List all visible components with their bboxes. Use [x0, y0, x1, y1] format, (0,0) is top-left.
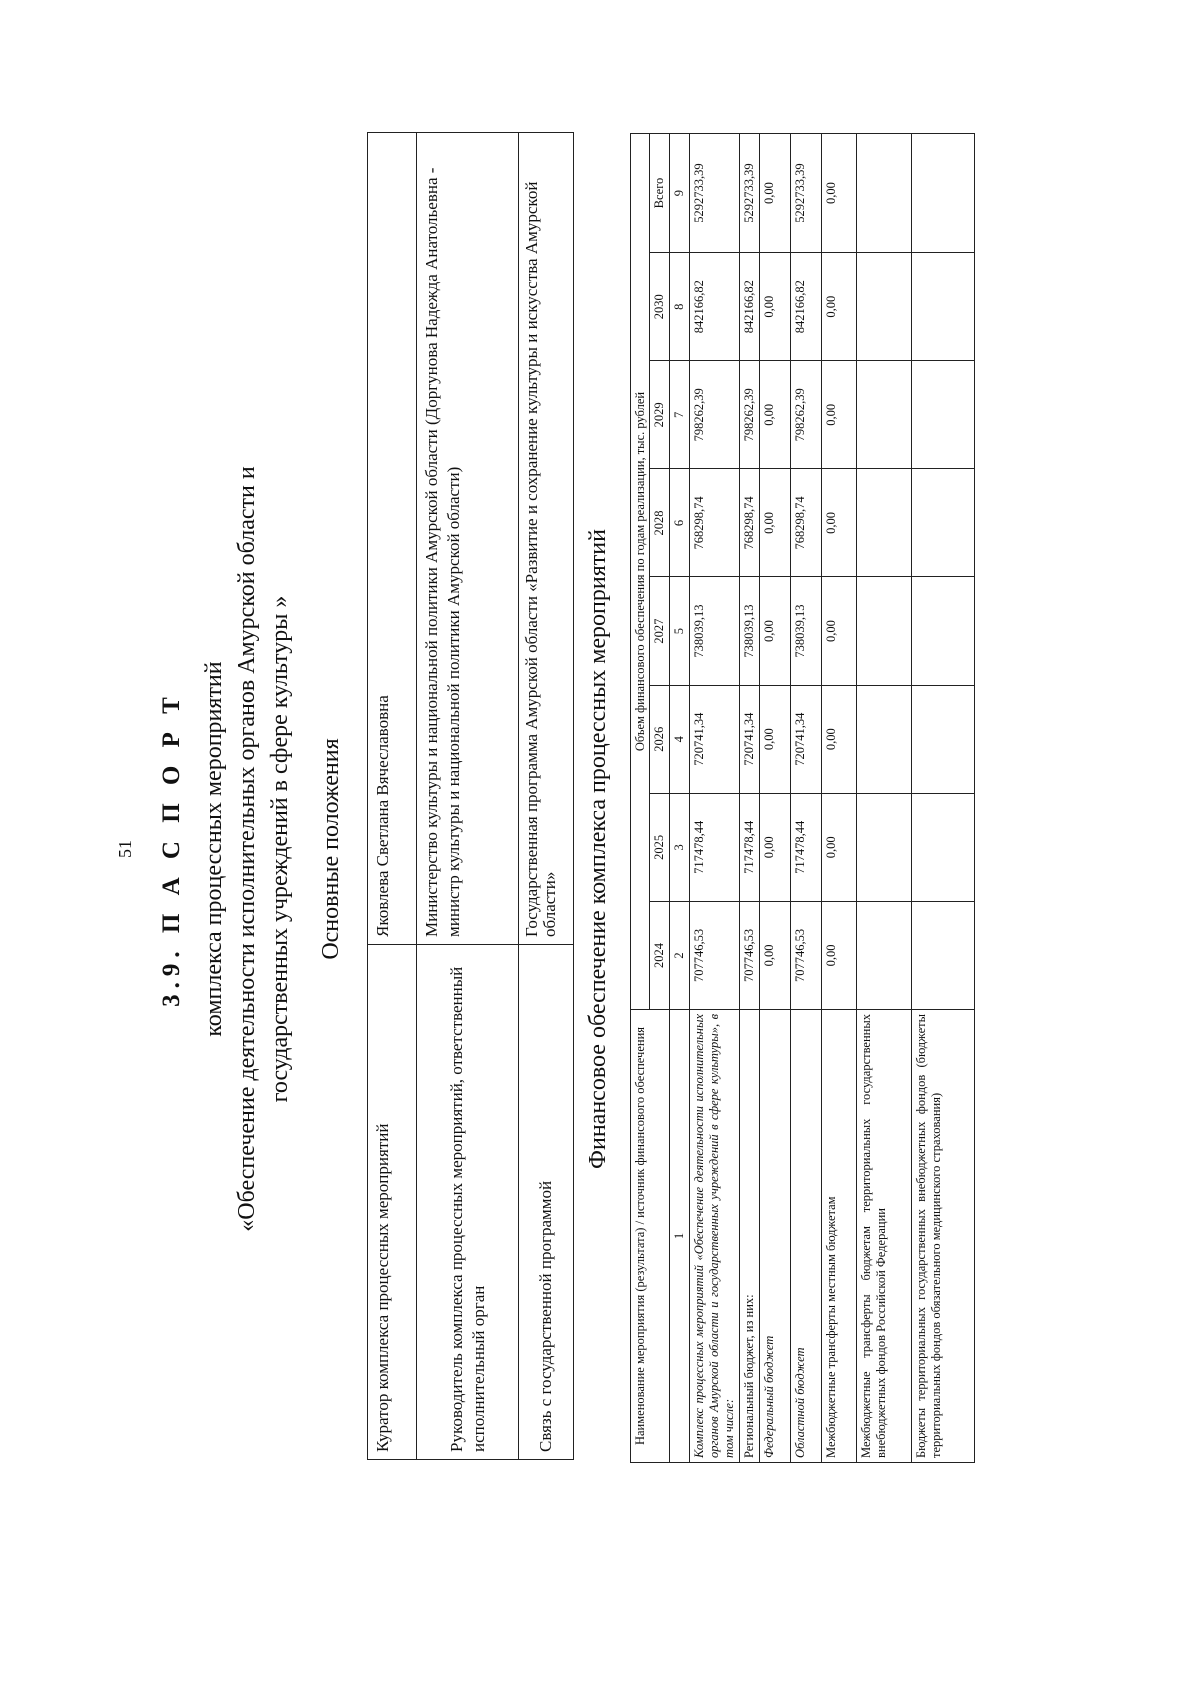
- cell-value: 0,00: [760, 469, 791, 577]
- section-heading-basic: Основные положения: [318, 738, 344, 960]
- row-name: Областной бюджет: [791, 1010, 822, 1463]
- cell-value: 0,00: [822, 901, 857, 1009]
- cell-value: [857, 253, 912, 361]
- cell-value: 842166,82: [740, 253, 760, 361]
- table-row: [791, 134, 822, 1463]
- cell-value: 0,00: [760, 901, 791, 1009]
- cell-value: [912, 793, 975, 901]
- row-name: Межбюджетные трансферты местным бюджетам: [822, 1010, 857, 1463]
- finance-table: [630, 133, 975, 1463]
- cell-value: 707746,53: [791, 901, 822, 1009]
- cell-value: 717478,44: [690, 793, 740, 901]
- head-label: Руководитель комплекса процессных мероприятий, ответственный исполнительный орган: [417, 945, 519, 1460]
- row-name: Межбюджетные трансферты бюджетам территориальных государственных внебюджетных фондов Российской Федерации: [857, 1010, 912, 1463]
- table-row: [822, 134, 857, 1463]
- table-row: [368, 133, 417, 1460]
- row-name: Региональный бюджет, из них:: [740, 1010, 760, 1463]
- cell-value: 842166,82: [791, 253, 822, 361]
- cell-value: [857, 793, 912, 901]
- cell-value: [857, 901, 912, 1009]
- cell-value: [857, 577, 912, 685]
- cell-value: 0,00: [760, 134, 791, 253]
- cell-value: [857, 469, 912, 577]
- column-number-row: [670, 134, 690, 1463]
- cell-value: [912, 134, 975, 253]
- year-header: 2025: [650, 793, 670, 901]
- cell-value: 738039,13: [740, 577, 760, 685]
- subtitle-line: комплекса процессных мероприятий: [201, 661, 227, 1037]
- curator-value: Яковлева Светлана Вячеславовна: [368, 133, 417, 945]
- cell-value: 738039,13: [690, 577, 740, 685]
- year-header: 2029: [650, 361, 670, 469]
- cell-value: 5292733,39: [690, 134, 740, 253]
- cell-value: [857, 685, 912, 793]
- row-name: Федеральный бюджет: [760, 1010, 791, 1463]
- column-number: 4: [670, 685, 690, 793]
- cell-value: 798262,39: [740, 361, 760, 469]
- cell-value: 842166,82: [690, 253, 740, 361]
- volume-column-header: Объем финансового обеспечения по годам реализации, тыс. рублей: [631, 134, 650, 1010]
- page-number: 51: [115, 840, 135, 858]
- column-number: 6: [670, 469, 690, 577]
- cell-value: 768298,74: [791, 469, 822, 577]
- cell-value: 0,00: [760, 577, 791, 685]
- cell-value: [912, 361, 975, 469]
- cell-value: 0,00: [822, 469, 857, 577]
- passport-title: 3.9. П А С П О Р Т: [158, 691, 185, 1007]
- cell-value: 720741,34: [791, 685, 822, 793]
- cell-value: 798262,39: [690, 361, 740, 469]
- total-header: Всего: [650, 134, 670, 253]
- cell-value: [912, 469, 975, 577]
- section-heading-finance: Финансовое обеспечение комплекса процессных мероприятий: [585, 529, 611, 1169]
- column-number: 5: [670, 577, 690, 685]
- table-row: [912, 134, 975, 1463]
- cell-value: 0,00: [760, 253, 791, 361]
- cell-value: 0,00: [760, 793, 791, 901]
- cell-value: 768298,74: [690, 469, 740, 577]
- passport-subtitle: [198, 0, 297, 1698]
- cell-value: 768298,74: [740, 469, 760, 577]
- cell-value: 0,00: [822, 685, 857, 793]
- cell-value: 0,00: [822, 253, 857, 361]
- column-number: 1: [670, 1010, 690, 1463]
- cell-value: 798262,39: [791, 361, 822, 469]
- subtitle-line: «Обеспечение деятельности исполнительных органов Амурской области и: [234, 466, 260, 1232]
- table-row: [857, 134, 912, 1463]
- cell-value: 707746,53: [740, 901, 760, 1009]
- cell-value: 0,00: [822, 361, 857, 469]
- year-header: 2026: [650, 685, 670, 793]
- row-name: Комплекс процессных мероприятий «Обеспечение деятельности исполнительных органов Амурской области и государственных учреждений в сфере культуры», в том числе:: [690, 1010, 740, 1463]
- curator-label: Куратор комплекса процессных мероприятий: [368, 945, 417, 1460]
- year-header: 2030: [650, 253, 670, 361]
- table-row: [690, 134, 740, 1463]
- column-number: 9: [670, 134, 690, 253]
- cell-value: 0,00: [760, 685, 791, 793]
- year-header: 2024: [650, 901, 670, 1009]
- column-number: 7: [670, 361, 690, 469]
- cell-value: 720741,34: [740, 685, 760, 793]
- cell-value: 707746,53: [690, 901, 740, 1009]
- cell-value: 0,00: [822, 134, 857, 253]
- cell-value: [912, 577, 975, 685]
- table-row: [417, 133, 519, 1460]
- cell-value: 720741,34: [690, 685, 740, 793]
- row-name: Бюджеты территориальных государственных внебюджетных фондов (бюджеты территориальных фондов обязательного медицинского страхования): [912, 1010, 975, 1463]
- program-link-value: Государственная программа Амурской области «Развитие и сохранение культуры и искусства Амурской области»: [519, 133, 574, 945]
- table-row: [760, 134, 791, 1463]
- column-number: 3: [670, 793, 690, 901]
- year-header: 2028: [650, 469, 670, 577]
- cell-value: 717478,44: [740, 793, 760, 901]
- cell-value: [912, 685, 975, 793]
- head-value: Министерство культуры и национальной политики Амурской области (Доргунова Надежда Анатольевна - министр культуры и национальной политики Амурской области): [417, 133, 519, 945]
- column-number: 2: [670, 901, 690, 1009]
- table-row: [519, 133, 574, 1460]
- cell-value: 738039,13: [791, 577, 822, 685]
- cell-value: [912, 901, 975, 1009]
- cell-value: 0,00: [822, 793, 857, 901]
- cell-value: [857, 134, 912, 253]
- subtitle-line: государственных учреждений в сфере культуры »: [267, 595, 293, 1103]
- cell-value: 0,00: [822, 577, 857, 685]
- column-number: 8: [670, 253, 690, 361]
- cell-value: [912, 253, 975, 361]
- cell-value: [857, 361, 912, 469]
- table-row: [740, 134, 760, 1463]
- basic-info-table: [367, 132, 574, 1460]
- cell-value: 5292733,39: [791, 134, 822, 253]
- name-column-header: Наименование мероприятия (результата) / источник финансового обеспечения: [631, 1010, 670, 1463]
- year-header: 2027: [650, 577, 670, 685]
- program-link-label: Связь с государственной программой: [519, 945, 574, 1460]
- cell-value: 717478,44: [791, 793, 822, 901]
- cell-value: 5292733,39: [740, 134, 760, 253]
- table-header-row: [631, 134, 650, 1463]
- cell-value: 0,00: [760, 361, 791, 469]
